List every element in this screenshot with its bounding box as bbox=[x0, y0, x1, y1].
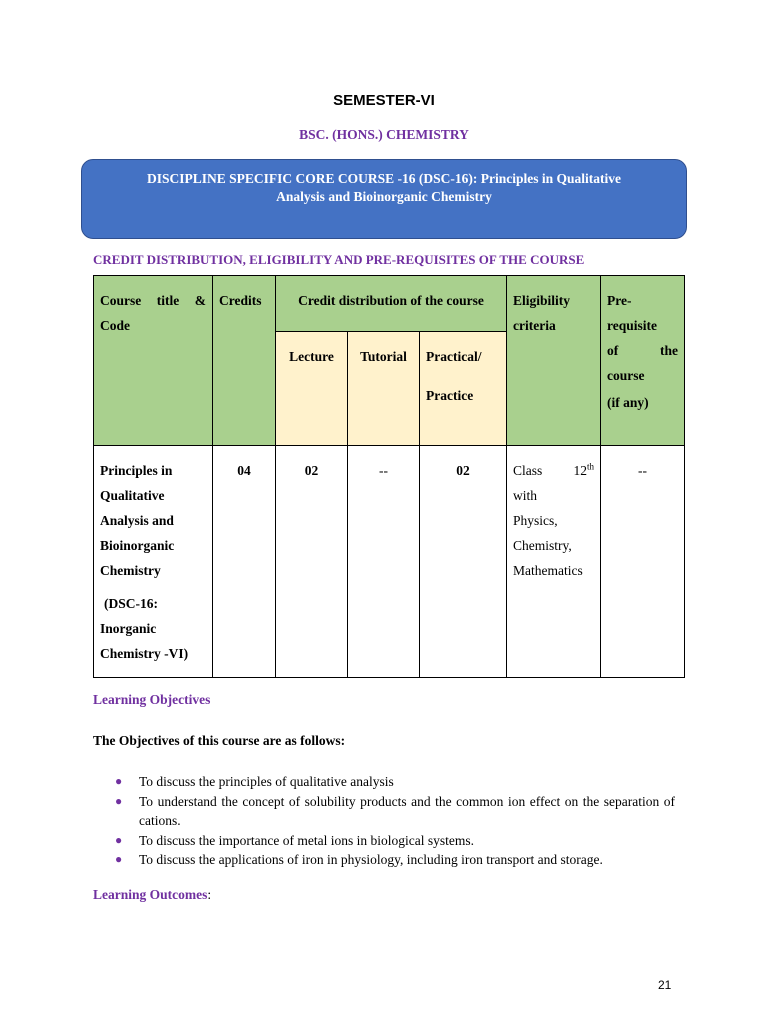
header-eligibility bbox=[507, 276, 601, 446]
course-title-line-1: DISCIPLINE SPECIFIC CORE COURSE -16 (DSC-16): Principles in Qualitative bbox=[146, 171, 622, 186]
eligibility-grade-suffix: th bbox=[586, 461, 594, 472]
page-number: 21 bbox=[658, 978, 672, 992]
learning-outcomes-heading bbox=[93, 887, 211, 903]
header-course-title bbox=[94, 276, 213, 446]
header-eligibility-line-2: criteria bbox=[513, 318, 556, 333]
learning-objectives-heading: Learning Objectives bbox=[93, 692, 211, 707]
eligibility-line-5: Mathematics bbox=[513, 563, 583, 578]
row-prerequisite bbox=[601, 446, 685, 678]
row-eligibility bbox=[507, 446, 601, 678]
course-code-line-2: Inorganic bbox=[100, 621, 157, 636]
header-eligibility-line-1: Eligibility bbox=[513, 293, 571, 308]
header-prereq-line-2: requisite bbox=[607, 318, 657, 333]
course-name-line-2: Qualitative bbox=[100, 488, 165, 503]
header-lecture-label: Lecture bbox=[289, 349, 334, 364]
course-name-line-4: Bioinorganic bbox=[100, 538, 175, 553]
bullet-dot-icon: ● bbox=[115, 793, 123, 808]
course-code-line-1: (DSC-16: bbox=[104, 596, 158, 611]
bullet-dot-icon: ● bbox=[115, 832, 123, 847]
header-prereq-line-1: Pre- bbox=[607, 293, 632, 308]
objective-text-2: To understand the concept of solubility products and the common ion effect on the separation of cations. bbox=[139, 793, 675, 828]
practical-value: 02 bbox=[456, 463, 470, 478]
credit-distribution-table bbox=[93, 275, 685, 678]
bullet-dot-icon: ● bbox=[115, 774, 123, 788]
header-prereq-the: the bbox=[660, 343, 678, 358]
course-code-line-3: Chemistry -VI) bbox=[100, 646, 189, 661]
list-item bbox=[93, 831, 675, 851]
lecture-value: 02 bbox=[304, 463, 319, 478]
objective-text-1: To discuss the principles of qualitative analysis bbox=[139, 774, 394, 789]
header-practical-line-1: Practical/ bbox=[426, 349, 482, 364]
header-prereq-of: of bbox=[607, 343, 619, 358]
row-tutorial bbox=[348, 446, 420, 678]
course-name-line-3: Analysis and bbox=[100, 513, 174, 528]
row-lecture bbox=[276, 446, 348, 678]
objective-text-3: To discuss the importance of metal ions in biological systems. bbox=[139, 832, 475, 848]
header-practical bbox=[420, 332, 507, 446]
list-item bbox=[93, 792, 675, 831]
objective-text-4: To discuss the applications of iron in physiology, including iron transport and storage. bbox=[139, 852, 603, 867]
learning-outcomes-colon: : bbox=[207, 887, 212, 902]
header-tutorial bbox=[348, 332, 420, 446]
header-prereq-line-4: course bbox=[607, 368, 645, 383]
header-credit-distribution-label: Credit distribution of the course bbox=[298, 293, 484, 308]
eligibility-line-2: with bbox=[513, 488, 538, 503]
eligibility-line-3: Physics, bbox=[513, 513, 558, 528]
course-title-line-2: Analysis and Bioinorganic Chemistry bbox=[276, 189, 492, 204]
eligibility-class: Class bbox=[513, 463, 543, 478]
eligibility-grade-number: 12 bbox=[573, 463, 587, 478]
header-prereq-line-5: (if any) bbox=[607, 395, 649, 410]
tutorial-value: -- bbox=[379, 463, 388, 478]
header-credit-distribution bbox=[276, 276, 507, 332]
bullet-dot-icon: ● bbox=[115, 852, 123, 866]
header-prereq-line-3 bbox=[607, 338, 678, 363]
credit-distribution-heading: CREDIT DISTRIBUTION, ELIGIBILITY AND PRE-REQUISITES OF THE COURSE bbox=[93, 252, 585, 267]
header-practical-line-2: Practice bbox=[426, 388, 474, 403]
header-lecture bbox=[276, 332, 348, 446]
row-practical bbox=[420, 446, 507, 678]
credits-value: 04 bbox=[237, 463, 251, 478]
learning-outcomes-label: Learning Outcomes bbox=[93, 887, 208, 902]
course-name-line-1: Principles in bbox=[100, 463, 173, 478]
header-course-title-line-1: Course title & bbox=[100, 293, 206, 308]
eligibility-line-4: Chemistry, bbox=[513, 538, 572, 553]
program-title: BSC. (HONS.) CHEMISTRY bbox=[299, 127, 469, 142]
header-credits-label: Credits bbox=[219, 293, 262, 308]
course-name-line-5: Chemistry bbox=[100, 563, 161, 578]
list-item bbox=[93, 850, 675, 870]
header-credits bbox=[213, 276, 276, 446]
header-course-title-line-2: Code bbox=[100, 318, 130, 333]
eligibility-grade bbox=[573, 458, 594, 483]
objectives-list bbox=[93, 772, 675, 870]
row-credits bbox=[213, 446, 276, 678]
course-title-box bbox=[81, 159, 687, 239]
prerequisite-value: -- bbox=[638, 463, 647, 478]
objectives-intro: The Objectives of this course are as follows: bbox=[93, 733, 346, 748]
eligibility-line-1 bbox=[513, 458, 594, 483]
header-tutorial-label: Tutorial bbox=[360, 349, 407, 364]
row-course-title bbox=[94, 446, 213, 678]
semester-title: SEMESTER-VI bbox=[333, 92, 435, 109]
list-item bbox=[93, 772, 675, 792]
header-prerequisite bbox=[601, 276, 685, 446]
